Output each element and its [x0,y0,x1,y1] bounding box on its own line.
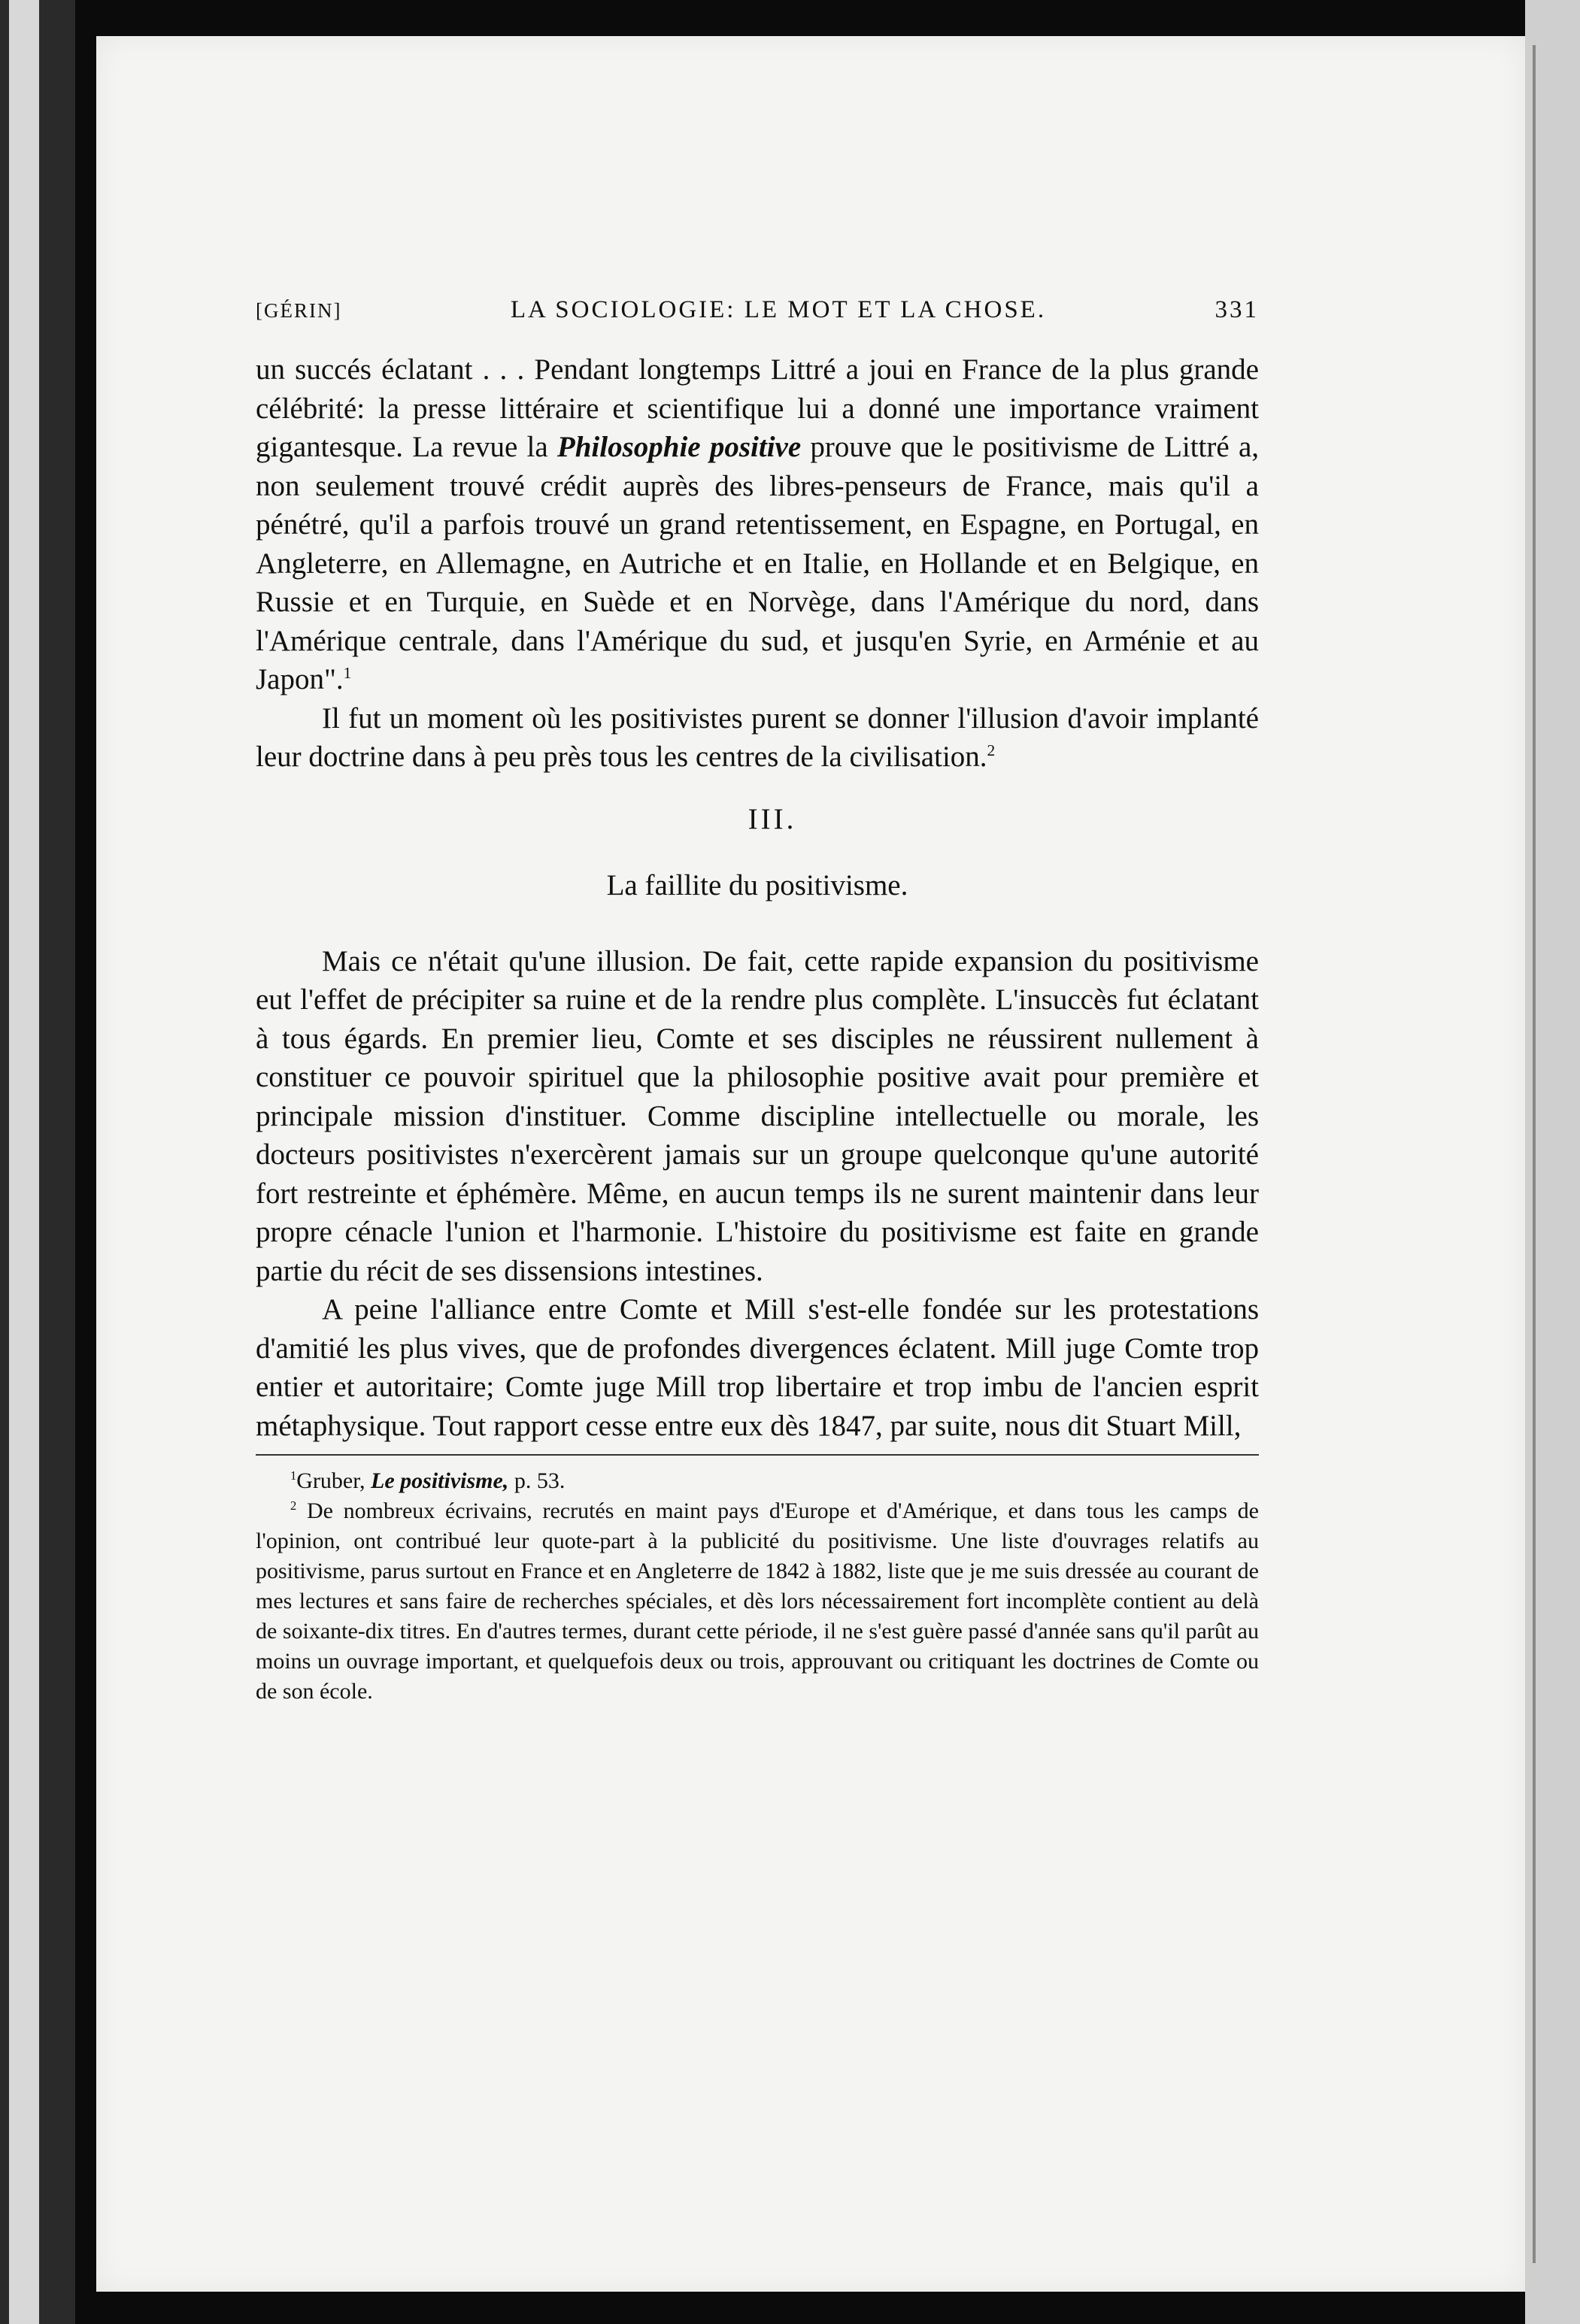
running-head [256,296,1259,334]
running-head-title: LA SOCIOLOGIE: LE MOT ET LA CHOSE. [510,296,1047,323]
text-run: A peine l'alliance entre Comte et Mill s'est-elle fondée sur les protestations d'amitié les plus vives, que de profondes divergences éclatent. Mill juge Comte trop entier et autoritaire; Comte juge Mill trop libertaire et trop imbu de l'ancien esprit métaphysique. Tout rapport cesse entre eux dès 1847, par suite, nous dit Stuart Mill, [256,1293,1259,1442]
italic-title: Le positivisme, [371,1468,509,1493]
paragraph [256,350,1259,699]
text-run: De nombreux écrivains, recrutés en maint pays d'Europe et d'Amérique, et dans tous les camps de l'opinion, ont contribué leur quote-part à la publicité du positivisme. Une liste d'ouvrages relatifs au positivisme, parus surtout en France et en Angleterre de 1842 à 1882, liste que je me suis dressée au courant de mes lectures et sans faire de recherches spéciales, et dès lors nécessairement fort incomplète contient au delà de soixante-dix titres. En d'autres termes, durant cette période, il ne s'est guère passé d'année sans qu'il parût au moins un ouvrage important, et quelquefois deux ou trois, approuvant ou critiquant les doctrines de Comte ou de son école. [256,1498,1259,1704]
page-text-block [256,296,1259,1707]
body-before-section [256,350,1259,777]
text-run: Gruber, [296,1468,371,1493]
text-run: un succés éclatant . . . Pendant longtemps Littré a joui en France de la plus grande célébrité: la presse littéraire et scientifique lui a donné une importance vraiment gigantesque. La revue la [256,353,1259,463]
footnote-marker: 2 [290,1498,297,1513]
running-head-author: [GÉRIN] [256,299,342,322]
footnote-rule [256,1454,1259,1456]
footnote [256,1496,1259,1707]
footnotes [256,1466,1259,1707]
footnote-marker: 1 [290,1468,297,1483]
text-run: Il fut un moment où les positivistes purent se donner l'illusion d'avoir implanté leur doctrine dans à peu près tous les centres de la civilisation. [256,701,1259,773]
section-title: La faillite du positivisme. [606,868,908,901]
text-run: Mais ce n'était qu'une illusion. De fait, cette rapide expansion du positivisme eut l'effet de précipiter sa ruine et de la rendre plus complète. L'insuccès fut éclatant à tous égards. En premier lieu, Comte et ses disciples ne réussirent nullement à constituer ce pouvoir spirituel que la philosophie positive avait pour première et principale mission d'instituer. Comme discipline intellectuelle ou morale, les docteurs positivistes n'exercèrent jamais sur un groupe quelconque qu'une autorité fort restreinte et éphémère. Même, en aucun temps ils ne surent maintenir dans leur propre cénacle l'union et l'harmonie. L'histoire du positivisme est faite en grande partie du récit de ses dissensions intestines. [256,944,1259,1287]
scanner-left-margin [0,0,75,2324]
paragraph [256,699,1259,777]
adjacent-page-edge [9,0,39,2324]
footnote-marker: 1 [343,664,352,682]
footnote-marker: 2 [987,741,996,759]
text-run: prouve que le positivisme de Littré a, non seulement trouvé crédit auprès des libres-penseurs de France, mais qu'il a pénétré, qu'il a parfois trouvé un grand retentissement, en Espagne, en Portugal, en Angleterre, en Allemagne, en Autriche et en Italie, en Hollande et en Belgique, en Russie et en Turquie, en Suède et en Norvège, dans l'Amérique du nord, dans l'Amérique centrale, dans l'Amérique du sud, et jusqu'en Syrie, en Arménie et au Japon". [256,431,1260,695]
body-after-section [256,942,1259,1446]
page-edge-shadow [1533,45,1536,2263]
paragraph [256,1290,1259,1445]
page-number: 331 [1215,296,1259,323]
paragraph [256,942,1259,1291]
text-run: p. 53. [508,1468,566,1493]
footnote [256,1466,1259,1496]
section-number: III. [748,802,797,835]
italic-title: Philosophie positive [556,431,802,463]
